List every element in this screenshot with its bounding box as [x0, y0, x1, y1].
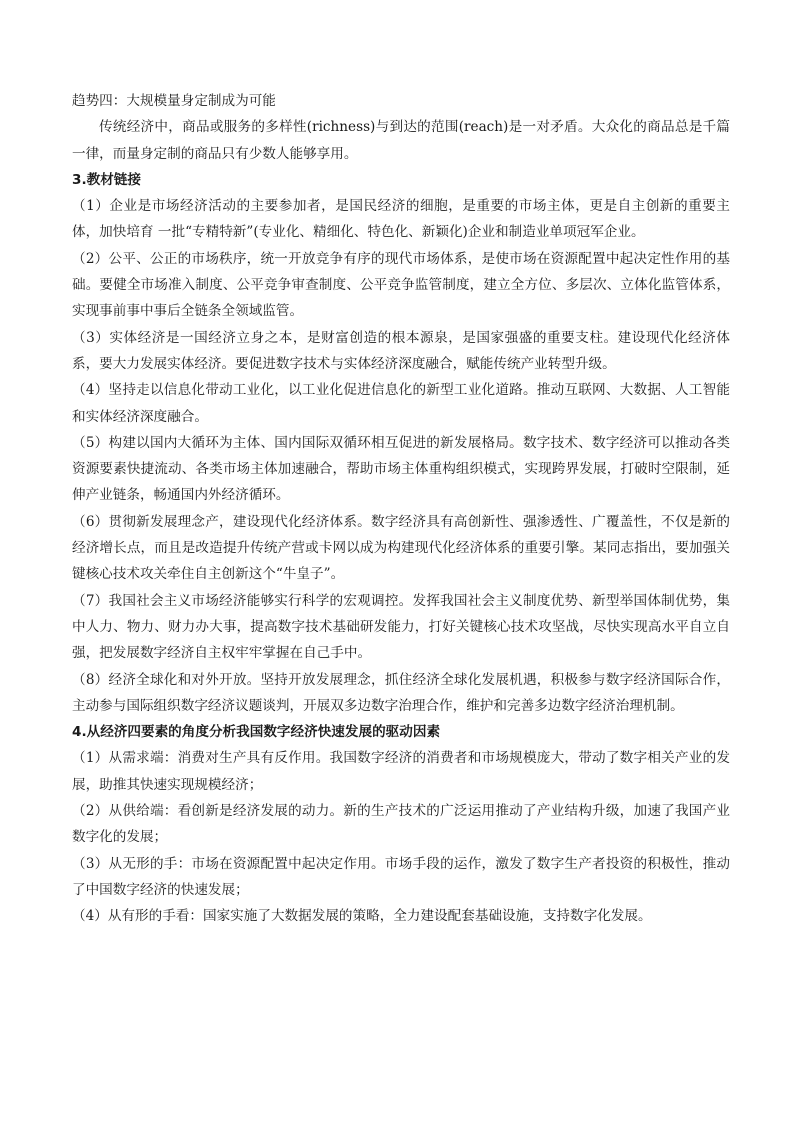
trend-title: 趋势四：大规模量身定制成为可能	[72, 93, 276, 109]
section-3-item-5: （5）构建以国内大循环为主体、国内国际双循环相互促进的新发展格局。数字技术、数字经济可以推动各类资源要素快捷流动、各类市场主体加速融合，帮助市场主体重构组织模式，实现跨界发展，打破时空限制，延伸产业链条，畅通国内外经济循环。	[72, 434, 730, 504]
trend-body: 传统经济中，商品或服务的多样性(richness)与到达的范围(reach)是一对矛盾。大众化的商品总是千篇一律，而量身定制的商品只有少数人能够享用。	[72, 119, 730, 162]
document-page	[72, 88, 730, 930]
section-4-item-1: （1）从需求端：消费对生产具有反作用。我国数字经济的消费者和市场规模庞大，带动了数字相关产业的发展，助推其快速实现规模经济；	[72, 750, 730, 793]
section-3-item-8: （8）经济全球化和对外开放。坚持开放发展理念，抓住经济全球化发展机遇，积极参与数字经济国际合作，主动参与国际组织数字经济议题谈判，开展双多边数字治理合作，维护和完善多边数字经济治理机制。	[72, 671, 730, 714]
section-4-item-4: （4）从有形的手看：国家实施了大数据发展的策略，全力建设配套基础设施，支持数字化发展。	[72, 908, 652, 925]
section-3-item-4: （4）坚持走以信息化带动工业化，以工业化促进信息化的新型工业化道路。推动互联网、大数据、人工智能和实体经济深度融合。	[72, 382, 730, 425]
section-3-item-2: （2）公平、公正的市场秩序，统一开放竞争有序的现代市场体系，是使市场在资源配置中起决定性作用的基础。要健全市场准入制度、公平竞争审查制度、公平竞争监管制度，建立全方位、多层次、立体化监管体系，实现事前事中事后全链条全领域监管。	[72, 250, 730, 320]
section-4-item-3: （3）从无形的手：市场在资源配置中起决定作用。市场手段的运作，激发了数字生产者投资的积极性，推动了中国数字经济的快速发展；	[72, 855, 730, 898]
section-4-heading: 4.从经济四要素的角度分析我国数字经济快速发展的驱动因素	[72, 724, 441, 741]
section-3-heading: 3.教材链接	[72, 171, 141, 188]
section-3-item-1: （1）企业是市场经济活动的主要参加者，是国民经济的细胞，是重要的市场主体，更是自主创新的重要主体，加快培育 一批“专精特新”(专业化、精细化、特色化、新颖化)企业和制造业单项冠军企业。	[72, 198, 730, 241]
section-3-item-3: （3）实体经济是一国经济立身之本，是财富创造的根本源泉，是国家强盛的重要支柱。建设现代化经济体系，要大力发展实体经济。要促进数字技术与实体经济深度融合，赋能传统产业转型升级。	[72, 329, 730, 372]
section-3-item-7: （7）我国社会主义市场经济能够实行科学的宏观调控。发挥我国社会主义制度优势、新型举国体制优势，集中人力、物力、财力办大事，提高数字技术基础研发能力，打好关键核心技术攻坚战，尽快实现高水平自立自强，把发展数字经济自主权牢牢掌握在自己手中。	[72, 592, 730, 662]
section-4-item-2: （2）从供给端：看创新是经济发展的动力。新的生产技术的广泛运用推动了产业结构升级，加速了我国产业数字化的发展；	[72, 803, 730, 846]
section-3-item-6: （6）贯彻新发展理念产，建设现代化经济体系。数字经济具有高创新性、强渗透性、广覆盖性，不仅是新的经济增长点，而且是改造提升传统产营或卡网以成为构建现代化经济体系的重要引擎。某同志指出，要加强关键核心技术攻关牵住自主创新这个“牛皇子”。	[72, 513, 730, 583]
